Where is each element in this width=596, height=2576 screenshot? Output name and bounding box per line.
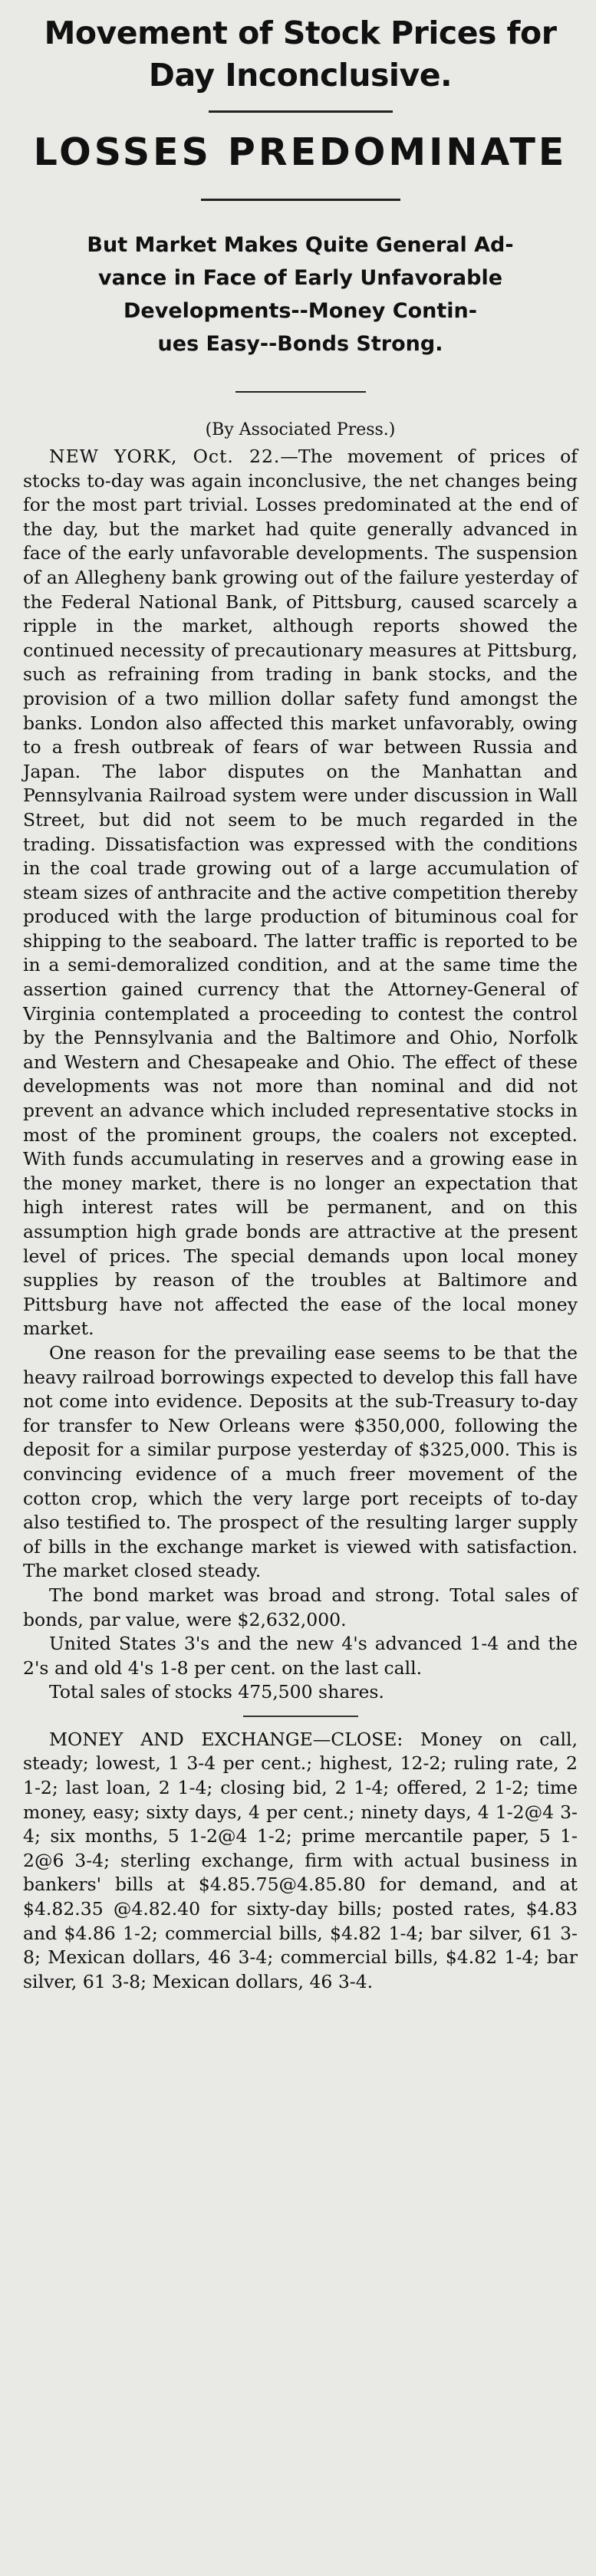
headline	[23, 0, 578, 97]
article-paragraph-4: United States 3's and the new 4's advanced 1-4 and the 2's and old 4's 1-8 per cent. on the last call.	[23, 1633, 578, 1679]
article-body	[23, 445, 578, 1705]
headline-rule	[209, 110, 393, 113]
money-exchange-heading: MONEY AND EXCHANGE—CLOSE:	[49, 1728, 403, 1750]
byline: (By Associated Press.)	[205, 420, 396, 439]
article-paragraph-2: One reason for the prevailing ease seems to be that the heavy railroad borrowings expected to develop this fall have not come into evidence. Deposits at the sub-Treasury to-day for transfer to New Orleans were $350,000, following the deposit for a similar purpose yesterday of $325,000. This is convincing evidence of a much freer movement of the cotton crop, which the very large port receipts of to-day also testified to. The prospect of the resulting larger supply of bills in the exchange market is viewed with satisfaction. The market closed steady.	[23, 1341, 578, 1582]
deck-line-4: ues Easy--Bonds Strong.	[157, 332, 443, 356]
dateline: NEW YORK, Oct. 22.	[49, 446, 281, 467]
section-rule	[243, 1716, 358, 1717]
deck	[31, 229, 570, 360]
deck-line-2: vance in Face of Early Unfavorable	[97, 266, 503, 290]
money-exchange-paragraph	[23, 1728, 578, 1995]
money-exchange-text: Money on call, steady; lowest, 1 3-4 per cent.; highest, 12-2; ruling rate, 2 1-2; last loan, 2 1-4; closing bid, 2 1-4; offered, 2 1-2; time money, easy; sixty days, 4 per cent.; ninety days, 4 1-2@4 3-4; six months, 5 1-2@4 1-2; prime mercantile paper, 5 1-2@6 3-4; sterling exchange, firm with actual business in bankers' bills at $4.85.75@4.85.80 for demand, and at $4.82.35 @4.82.40 for sixty-day bills; posted rates, $4.83 and $4.86 1-2; commercial bills, $4.82 1-4; bar silver, 61 3-8; Mexican dollars, 46 3-4; commercial bills, $4.82 1-4; bar silver, 61 3-8; Mexican dollars, 46 3-4.	[23, 1728, 578, 1992]
headline-line-1: Movement of Stock Prices for	[44, 15, 557, 51]
article-paragraph-3: The bond market was broad and strong. Total sales of bonds, par value, were $2,632,000.	[23, 1584, 578, 1630]
deck-rule	[235, 391, 366, 393]
headline-line-2: Day Inconclusive.	[148, 57, 453, 94]
subhead: LOSSES PREDOMINATE	[33, 130, 568, 174]
deck-line-1: But Market Makes Quite General Ad-	[87, 233, 514, 257]
article-paragraph-5: Total sales of stocks 475,500 shares.	[49, 1681, 384, 1703]
deck-line-3: Developments--Money Contin-	[123, 299, 477, 323]
money-exchange-section	[23, 1728, 578, 1995]
article-paragraph-1	[23, 445, 578, 1341]
article-paragraph-1-text: —The movement of prices of stocks to-day was again inconclusive, the net changes being for the most part trivial. Losses predominated at the end of the day, but the market had quite generally advanced in face of the early unfavorable developments. The suspension of an Allegheny bank growing out of the failure yesterday of the Federal National Bank, of Pittsburg, caused scarcely a ripple in the market, although reports showed the continued necessity of precautionary measures at Pittsburg, such as refraining from trading in bank stocks, and the provision of a two million dollar safety fund amongst the banks. London also affected this market unfavorably, owing to a fresh outbreak of fears of war between Russia and Japan. The labor disputes on the Manhattan and Pennsylvania Railroad system were under discussion in Wall Street, but did not seem to be much regarded in the trading. Dissatisfaction was expressed with the conditions in the coal trade growing out of a large accumulation of steam sizes of anthracite and the active competition thereby produced with the large production of bituminous coal for shipping to the seaboard. The latter traffic is reported to be in a semi-demoralized condition, and at the same time the assertion gained currency that the Attorney-General of Virginia contemplated a proceeding to contest the control by the Pennsylvania and the Baltimore and Ohio, Norfolk and Western and Chesapeake and Ohio. The effect of these developments was not more than nominal and did not prevent an advance which included representative stocks in most of the prominent groups, the coalers not excepted. With funds accumulating in reserves and a growing ease in the money market, there is no longer an expectation that high interest rates will be permanent, and on this assumption high grade bonds are attractive at the present level of prices. The special demands upon local money supplies by reason of the troubles at Baltimore and Pittsburg have not affected the ease of the local money market.	[23, 446, 578, 1340]
subhead-rule	[201, 199, 400, 201]
